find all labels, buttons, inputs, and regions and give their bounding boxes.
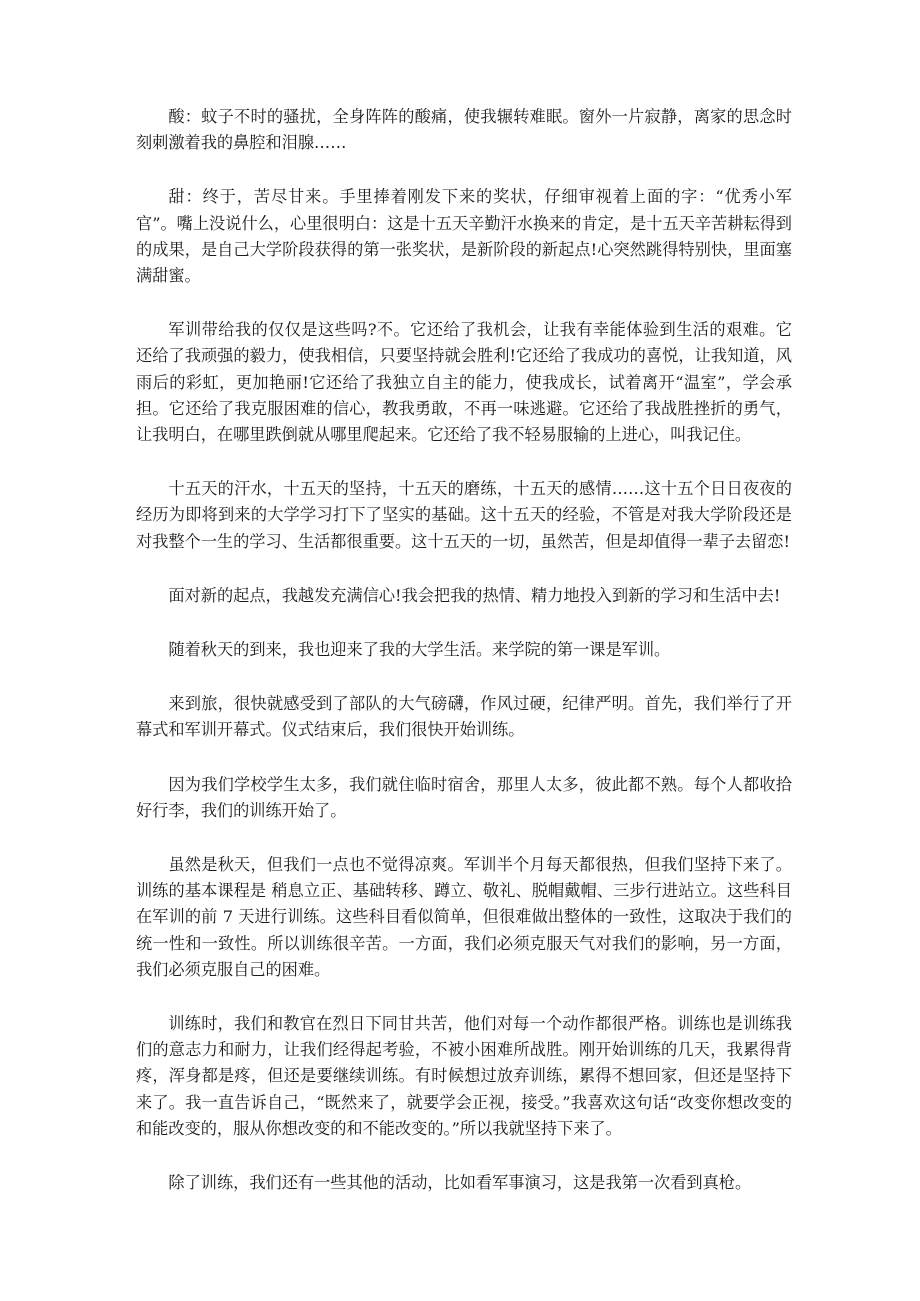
document-body <box>136 104 792 1196</box>
paragraph-sour: 酸：蚊子不时的骚扰，全身阵阵的酸痛，使我辗转难眠。窗外一片寂静，离家的思念时刻刺激着我的鼻腔和泪腺…… <box>136 107 792 153</box>
paragraph-sweet: 甜：终于，苦尽甘来。手里捧着刚发下来的奖状，仔细审视着上面的字：“优秀小军官”。嘴上没说什么，心里很明白：这是十五天辛勤汗水换来的肯定，是十五天辛苦耕耘得到的成果，是自己大学阶段获得的第一张奖状，是新阶段的新起点!心突然跳得特别快，里面塞满甜蜜。 <box>136 187 792 286</box>
paragraph-courses: 虽然是秋天，但我们一点也不觉得凉爽。军训半个月每天都很热，但我们坚持下来了。训练的基本课程是 稍息立正、基础转移、蹲立、敬礼、脱帽戴帽、三步行进站立。这些科目在军训的前 7 天进行训练。这些科目看似简单，但很难做出整体的一致性，这取决于我们的统一性和一致性。所以训练很辛苦。一方面，我们必须克服天气对我们的影响，另一方面，我们必须克服自己的困难。 <box>136 855 792 979</box>
paragraph-new-start: 面对新的起点，我越发充满信心!我会把我的热情、精力地投入到新的学习和生活中去! <box>168 585 781 605</box>
paragraph-dormitory: 因为我们学校学生太多，我们就住临时宿舍，那里人太多，彼此都不熟。每个人都收拾好行李，我们的训练开始了。 <box>136 774 792 820</box>
paragraph-activities: 除了训练，我们还有一些其他的活动，比如看军事演习，这是我第一次看到真枪。 <box>168 1173 752 1193</box>
paragraph-arrival: 来到旅，很快就感受到了部队的大气磅礴，作风过硬，纪律严明。首先，我们举行了开幕式和军训开幕式。仪式结束后，我们很快开始训练。 <box>136 694 792 740</box>
paragraph-gains: 军训带给我的仅仅是这些吗?不。它还给了我机会，让我有幸能体验到生活的艰难。它还给了我顽强的毅力，使我相信，只要坚持就会胜利!它还给了我成功的喜悦，让我知道，风雨后的彩虹，更加艳丽!它还给了我独立自主的能力，使我成长，试着离开“温室”，学会承担。它还给了我克服困难的信心，教我勇敢，不再一味逃避。它还给了我战胜挫折的勇气，让我明白，在哪里跌倒就从哪里爬起来。它还给了我不轻易服输的上进心，叫我记住。 <box>136 320 792 445</box>
paragraph-autumn: 随着秋天的到来，我也迎来了我的大学生活。来学院的第一课是军训。 <box>168 640 671 660</box>
paragraph-fifteen-days: 十五天的汗水，十五天的坚持，十五天的磨练，十五天的感情……这十五个日日夜夜的经历为即将到来的大学学习打下了坚实的基础。这十五天的经验，不管是对我大学阶段还是对我整个一生的学习、生活都很重要。这十五天的一切，虽然苦，但是却值得一辈子去留恋! <box>136 479 792 551</box>
paragraph-training: 训练时，我们和教官在烈日下同甘共苦，他们对每一个动作都很严格。训练也是训练我们的意志力和耐力，让我们经得起考验，不被小困难所战胜。刚开始训练的几天，我累得背疼，浑身都是疼，但还是要继续训练。有时候想过放弃训练，累得不想回家，但还是坚持下来了。我一直告诉自己，“既然来了，就要学会正视，接受。”我喜欢这句话“改变你想改变的和能改变的，服从你想改变的和不能改变的。”所以我就坚持下来了。 <box>136 1014 792 1138</box>
